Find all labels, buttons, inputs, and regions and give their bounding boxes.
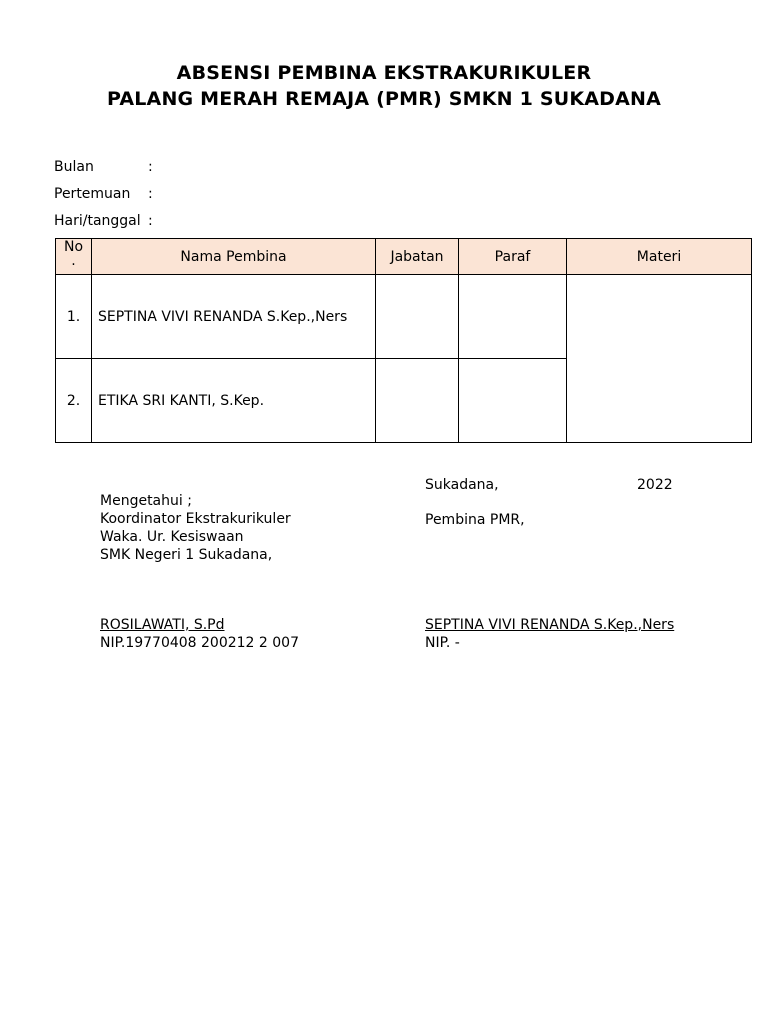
row-no: 1.	[56, 275, 92, 359]
meta-label: Hari/tanggal	[54, 213, 141, 229]
header-jabatan: Jabatan	[376, 239, 459, 275]
meta-colon: :	[148, 213, 153, 229]
header-no-line2: .	[71, 253, 76, 269]
header-paraf: Paraf	[459, 239, 567, 275]
row-paraf-cell[interactable]	[459, 359, 567, 443]
sign-year: 2022	[637, 477, 673, 493]
right-signatory	[425, 616, 674, 652]
meta-colon: :	[148, 159, 153, 175]
left-sign-line4: SMK Negeri 1 Sukadana,	[100, 547, 273, 563]
title-line-1: ABSENSI PEMBINA EKSTRAKURIKULER	[176, 62, 592, 84]
document-title	[0, 60, 768, 112]
row-jabatan-cell[interactable]	[376, 275, 459, 359]
meta-row-bulan	[54, 158, 354, 185]
table-row	[56, 275, 752, 359]
right-signatory-nip: NIP. -	[425, 635, 460, 651]
title-line-2: PALANG MERAH REMAJA (PMR) SMKN 1 SUKADANA	[106, 88, 662, 110]
header-materi: Materi	[567, 239, 752, 275]
left-sign-line3: Waka. Ur. Kesiswaan	[100, 529, 244, 545]
meta-colon: :	[148, 186, 153, 202]
row-paraf-cell[interactable]	[459, 275, 567, 359]
meta-row-pertemuan	[54, 185, 354, 212]
row-name: SEPTINA VIVI RENANDA S.Kep.,Ners	[92, 275, 376, 359]
sign-place: Sukadana,	[425, 477, 499, 493]
attendance-table	[55, 238, 752, 443]
table-header-row	[56, 239, 752, 275]
meta-label: Pertemuan	[54, 186, 131, 202]
right-signatory-name: SEPTINA VIVI RENANDA S.Kep.,Ners	[425, 617, 675, 633]
row-name: ETIKA SRI KANTI, S.Kep.	[92, 359, 376, 443]
row-jabatan-cell[interactable]	[376, 359, 459, 443]
left-signatory-name: ROSILAWATI, S.Pd	[100, 617, 225, 633]
meta-row-hari-tanggal	[54, 212, 354, 239]
header-no-line1: No	[63, 239, 84, 255]
header-nama-pembina: Nama Pembina	[92, 239, 376, 275]
materi-cell[interactable]	[567, 275, 752, 443]
left-signatory-nip: NIP.19770408 200212 2 007	[100, 635, 299, 651]
header-no	[56, 239, 92, 275]
left-sign-line2: Koordinator Ekstrakurikuler	[100, 511, 291, 527]
row-no: 2.	[56, 359, 92, 443]
meta-fields	[54, 158, 354, 239]
meta-label: Bulan	[54, 159, 94, 175]
left-sign-line1: Mengetahui ;	[100, 493, 192, 509]
left-signature-block	[100, 492, 291, 564]
right-sign-role: Pembina PMR,	[425, 512, 525, 528]
left-signatory	[100, 616, 299, 652]
